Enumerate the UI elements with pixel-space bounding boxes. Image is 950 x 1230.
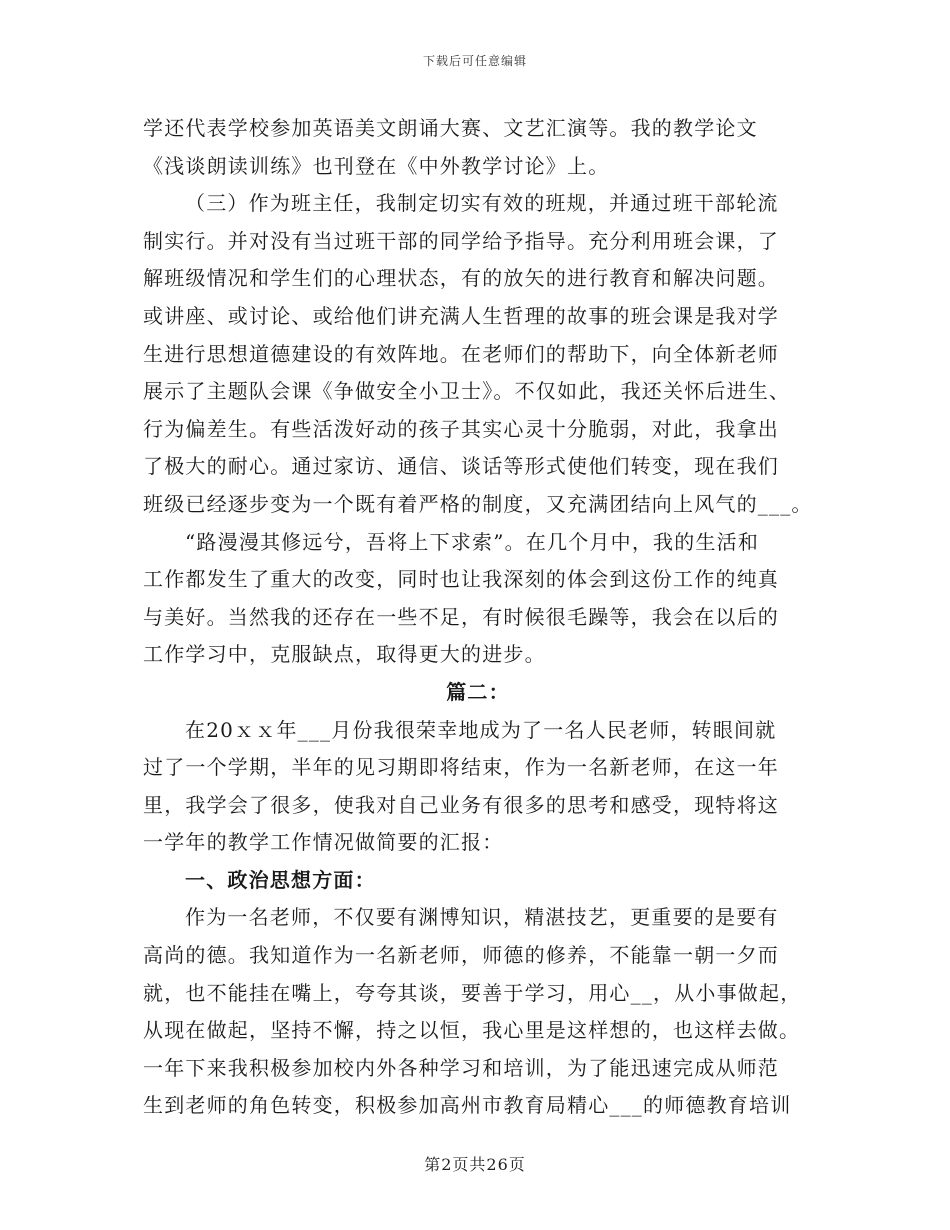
body-line: 制实行。并对没有当过班干部的同学给予指导。充分利用班会课，了 bbox=[143, 228, 779, 253]
body-line: 就，也不能挂在嘴上，夸夸其谈，要善于学习，用心__，从小事做起， bbox=[143, 980, 802, 1005]
document-body bbox=[143, 110, 813, 1125]
body-line: 《浅谈朗读训练》也刊登在《中外教学讨论》上。 bbox=[143, 153, 610, 178]
page-number: 第2页共26页 bbox=[424, 1155, 526, 1174]
body-line: 了极大的耐心。通过家访、通信、谈话等形式使他们转变，现在我们 bbox=[143, 454, 779, 479]
body-line: 生进行思想道德建设的有效阵地。在老师们的帮助下，向全体新老师 bbox=[143, 341, 779, 366]
body-line: 过了一个学期，半年的见习期即将结束，作为一名新老师，在这一年 bbox=[143, 755, 779, 780]
body-line: 里，我学会了很多，使我对自己业务有很多的思考和感受，现特将这 bbox=[143, 792, 779, 817]
body-line: 一年下来我积极参加校内外各种学习和培训，为了能迅速完成从师范 bbox=[143, 1055, 779, 1080]
paragraph-start-line: 作为一名老师，不仅要有渊博知识，精湛技艺，更重要的是要有 bbox=[185, 905, 779, 930]
paragraph-start-line: 在20ｘｘ年___月份我很荣幸地成为了一名人民老师，转眼间就 bbox=[185, 717, 777, 742]
body-line: 从现在做起，坚持不懈，持之以恒，我心里是这样想的，也这样去做。 bbox=[143, 1018, 801, 1043]
body-line: 展示了主题队会课《争做安全小卫士》。不仅如此，我还关怀后进生、 bbox=[143, 379, 791, 404]
paragraph-start-line: “路漫漫其修远兮，吾将上下求索”。在几个月中，我的生活和 bbox=[185, 529, 760, 554]
subsection-heading: 一、政治思想方面： bbox=[185, 867, 376, 892]
body-line: 行为偏差生。有些活泼好动的孩子其实心灵十分脆弱，对此，我拿出 bbox=[143, 416, 779, 441]
body-line: 生到老师的角色转变，积极参加高州市教育局精心___的师德教育培训 bbox=[143, 1093, 792, 1118]
body-line: 工作都发生了重大的改变，同时也让我深刻的体会到这份工作的纯真 bbox=[143, 567, 779, 592]
body-line: 工作学习中，克服缺点，取得更大的进步。 bbox=[143, 642, 546, 667]
body-line: 学还代表学校参加英语美文朗诵大赛、文艺汇演等。我的教学论文 bbox=[143, 116, 758, 140]
paragraph-start-line: （三）作为班主任，我制定切实有效的班规，并通过班干部轮流 bbox=[185, 191, 779, 216]
body-line: 解班级情况和学生们的心理状态，有的放矢的进行教育和解决问题。 bbox=[143, 266, 779, 291]
section-heading: 篇二： bbox=[446, 679, 510, 704]
body-line: 或讲座、或讨论、或给他们讲充满人生哲理的故事的班会课是我对学 bbox=[143, 303, 779, 328]
body-line: 班级已经逐步变为一个既有着严格的制度，又充满团结向上风气的___。 bbox=[143, 491, 813, 516]
body-line: 一学年的教学工作情况做简要的汇报： bbox=[143, 830, 504, 855]
body-line: 高尚的德。我知道作为一名新老师，师德的修养，不能靠一朝一夕而 bbox=[143, 943, 779, 968]
body-line: 与美好。当然我的还存在一些不足，有时候很毛躁等，我会在以后的 bbox=[143, 604, 779, 629]
page-header: 下载后可任意编辑 bbox=[422, 54, 527, 68]
